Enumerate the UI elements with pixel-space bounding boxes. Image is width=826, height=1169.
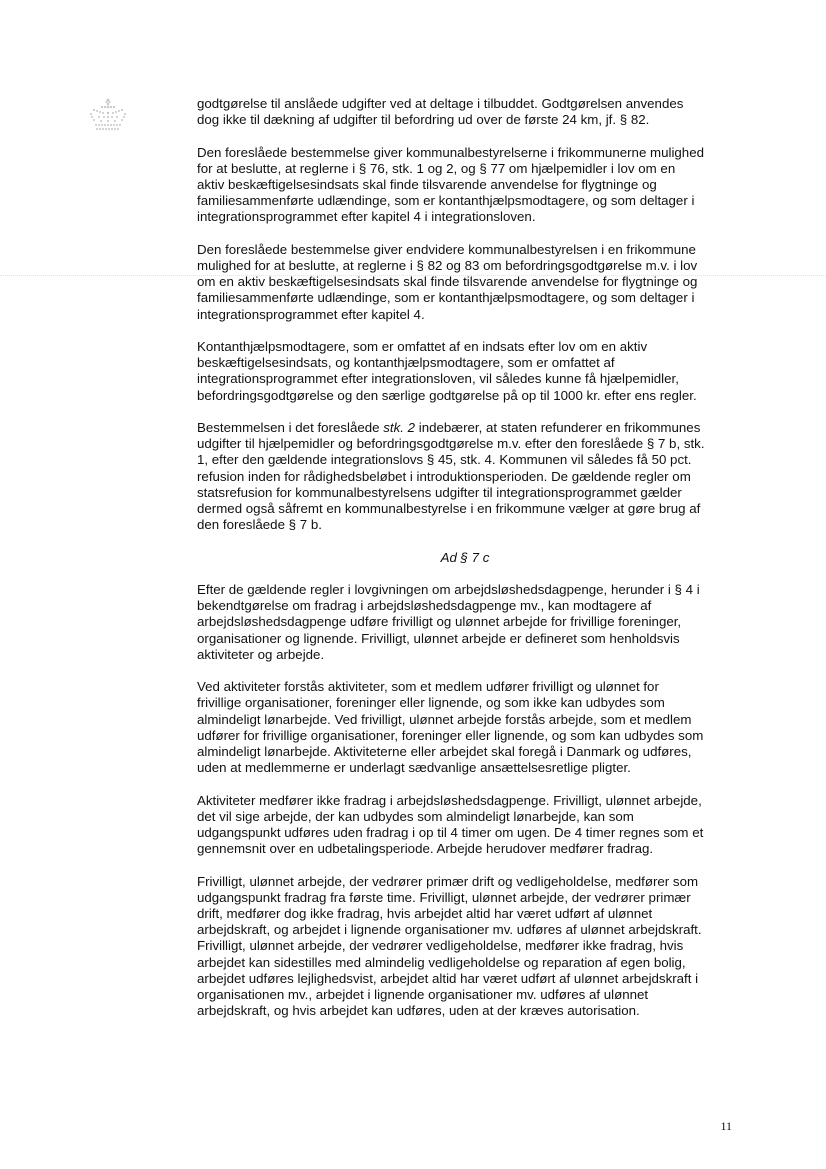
paragraph: Den foreslåede bestemmelse giver endvidere kommunalbestyrelsen i en frikommune mulighed for at beslutte, at reglerne i § 82 og 83 om befordringsgodtgørelse m.v. i lov om en aktiv beskæftigelsesindsats skal finde tilsvarende anvendelse for flygtninge og familiesammenførte udlændinge, som er kontanthjælpsmodtagere, og som deltager i integrationsprogrammet efter kapitel 4.: [197, 241, 698, 322]
paragraph: [197, 420, 733, 533]
paragraph: Frivilligt, ulønnet arbejde, der vedrører primær drift og vedligeholdelse, medfører som udgangspunkt fradrag fra første time. Frivilligt, ulønnet arbejde, der vedrører primær drift, medfører dog ikke fradrag, hvis arbejdet altid har været udført af ulønnet arbejdskraft, og arbejdet i lignende organisationer mv. udføres af ulønnet arbejdskraft. Frivilligt, ulønnet arbejde, der vedrører vedligeholdelse, medfører ikke fradrag, hvis arbejdet kan sidestilles med almindelig vedligeholdelse og reparation af egen bolig, arbejdet udføres lejlighedsvist, arbejdet altid har været udført af ulønnet arbejdskraft i organisationen mv., arbejdet i lignende organisationer mv. udføres af ulønnet arbejdskraft, og hvis arbejdet kan udføres, uden at der kræves autorisation.: [197, 873, 702, 1019]
paragraph-emphasis: stk. 2: [383, 420, 416, 435]
crown-icon: [86, 98, 130, 134]
paragraph-text: Bestemmelsen i det foreslåede: [197, 420, 384, 435]
paragraph: Den foreslåede bestemmelse giver kommunalbestyrelserne i frikommunerne mulighed for at beslutte, at reglerne i § 76, stk. 1 og 2, og § 77 om hjælpemidler i lov om en aktiv beskæftigelsesindsats skal finde tilsvarende anvendelse for flygtninge og familiesammenførte udlændinge, som er kontanthjælpsmodtagere, og som deltager i integrationsprogrammet efter kapitel 4 i integrationsloven.: [197, 144, 704, 225]
paragraph: Kontanthjælpsmodtagere, som er omfattet af en indsats efter lov om en aktiv beskæftigelsesindsats, og kontanthjælpsmodtagere, som er omfattet af integrationsprogrammet efter integrationsloven, vil således kunne få hjælpemidler, befordringsgodtgørelse og den særlige godtgørelse på op til 1000 kr. efter ens regler.: [197, 339, 697, 403]
paragraph: Efter de gældende regler i lovgivningen om arbejdsløshedsdagpenge, herunder i § 4 i bekendtgørelse om fradrag i arbejdsløshedsdagpenge mv., kan modtagere af arbejdsløshedsdagpenge udføre frivilligt og ulønnet arbejde for frivillige foreninger, organisationer og lignende. Frivilligt, ulønnet arbejde er defineret som henholdsvis aktiviteter og arbejde.: [197, 582, 700, 662]
document-body: [197, 96, 733, 1036]
paragraph-text: indebærer, at staten refunderer en frikommunes udgifter til hjælpemidler og befordringsgodtgørelse m.v. efter den foreslåede § 7 b, stk. 1, efter den gældende integrationslovs § 45, stk. 4. Kommunen vil således få 50 pct. refusion inden for rådighedsbeløbet i introduktionsperioden. De gældende regler om statsrefusion for kommunalbestyrelsens udgifter til integrationsprogrammet gælder dermed også såfremt en kommunalbestyrelse i en frikommune vælger at gøre brug af den foreslåede § 7 b.: [197, 420, 705, 533]
paragraph: Aktiviteter medfører ikke fradrag i arbejdsløshedsdagpenge. Frivilligt, ulønnet arbejde, det vil sige arbejde, der kan udbydes som almindeligt lønarbejde, kan som udgangspunkt udføres uden fradrag i op til 4 timer om ugen. De 4 timer regnes som et gennemsnit over en udbetalingsperiode. Arbejde herudover medfører fradrag.: [197, 792, 704, 857]
paragraph: godtgørelse til anslåede udgifter ved at deltage i tilbuddet. Godtgørelsen anvendes dog ikke til dækning af udgifter til befordring ud over de første 24 km, jf. § 82.: [197, 96, 684, 128]
paragraph: Ved aktiviteter forstås aktiviteter, som et medlem udfører frivilligt og ulønnet for frivillige organisationer, foreninger eller lignende, og som ikke kan udbydes som almindeligt lønarbejde. Ved frivilligt, ulønnet arbejde forstås arbejde, som et medlem udfører for frivillige organisationer, foreninger eller lignende, og som kan udbydes som almindeligt lønarbejde. Aktiviteterne eller arbejdet skal foregå i Danmark og udføres, uden at medlemmerne er underlagt sædvanlige ansættelsesretlige pligter.: [197, 679, 704, 776]
page-number: 11: [720, 1119, 732, 1133]
section-heading: Ad § 7 c: [440, 549, 490, 565]
